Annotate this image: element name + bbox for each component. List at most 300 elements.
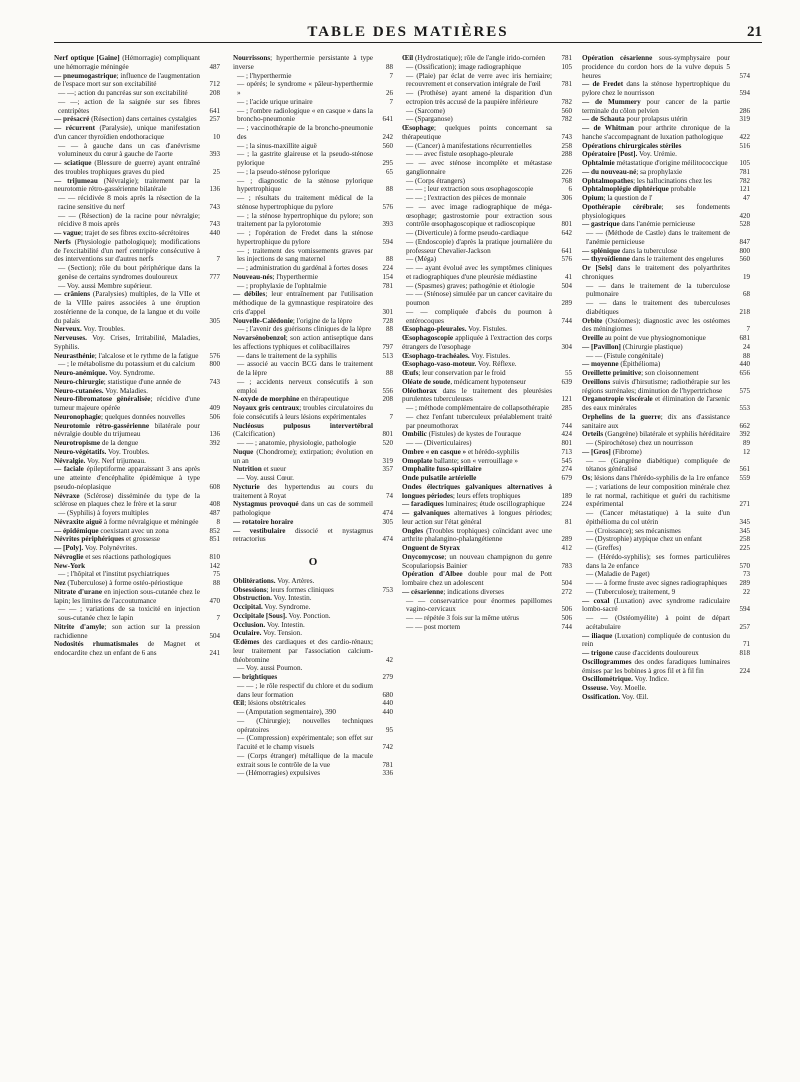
entry-text xyxy=(402,465,482,473)
page-reference: 474 xyxy=(382,509,393,517)
entry-text xyxy=(582,317,730,334)
entry-description: — ; la sténose hypertrophique du pylore; son traitement par la pylorotomie xyxy=(237,211,373,229)
page-reference: 641 xyxy=(561,246,572,255)
index-entry xyxy=(402,203,572,229)
entry-description: (Fistules) de kystes de l'ouraque xyxy=(426,430,521,439)
index-entry xyxy=(233,352,393,361)
entry-description: ; influence de l'augmentation de l'espace mort sur son excitabilité xyxy=(54,71,200,89)
entry-description: — (Sarcome) xyxy=(406,106,445,115)
entry-text xyxy=(54,229,189,237)
index-entry xyxy=(582,159,750,168)
index-entry xyxy=(582,448,750,457)
index-entry xyxy=(582,247,750,256)
entry-headword: Opératoire [Post]. xyxy=(582,150,638,159)
index-entry xyxy=(233,282,393,291)
entry-text xyxy=(58,360,195,368)
entry-text xyxy=(406,159,552,176)
entry-description: — ; vaccinothérapie de la broncho-pneumonie des xyxy=(237,124,373,141)
page-reference: 528 xyxy=(739,220,750,229)
index-entry xyxy=(233,474,393,483)
index-entry xyxy=(233,378,393,396)
entry-headword: Nez xyxy=(54,579,66,587)
entry-text xyxy=(54,527,169,535)
entry-text xyxy=(402,54,545,62)
entry-description: — ; la pseudo-sténose pylorique xyxy=(237,167,331,176)
entry-text xyxy=(406,89,552,106)
entry-description: (Paralysies) multiples, de la VIIe et de la VIIIe paires associées à une éruption zostérienne de la conque, de la langue et du voile du palais xyxy=(54,290,200,325)
entry-text xyxy=(237,325,371,333)
entry-description: — (Maladie de Paget) xyxy=(586,570,650,579)
index-entry xyxy=(233,194,393,212)
page-reference: 506 xyxy=(561,614,572,622)
index-entry xyxy=(582,588,750,597)
index-entry xyxy=(233,500,393,518)
entry-headword: Onde pulsatile artérielle xyxy=(402,474,477,482)
entry-headword: Occlusion. xyxy=(233,620,266,629)
entry-text xyxy=(237,142,317,150)
entry-headword: — présacré xyxy=(54,115,90,124)
entry-text xyxy=(586,579,727,587)
entry-text xyxy=(406,413,552,430)
entry-headword: — rotatoire horaire xyxy=(233,517,294,526)
index-entry xyxy=(233,586,393,595)
entry-text xyxy=(233,527,373,544)
page-reference: 305 xyxy=(382,517,393,526)
index-entry xyxy=(54,623,220,641)
index-entry xyxy=(54,159,220,177)
entry-description: Voy. Nerf trijumeau. xyxy=(85,456,146,465)
page-reference: 408 xyxy=(209,500,220,509)
entry-description: coexistant avec un zona xyxy=(98,526,169,535)
entry-headword: — galvaniques xyxy=(402,509,450,517)
index-entry xyxy=(233,699,393,708)
entry-text xyxy=(586,570,650,578)
entry-description: ; l'alcalose et le rythme de la fatigue xyxy=(94,351,199,360)
page-reference: 289 xyxy=(561,535,572,544)
entry-headword: Ondes électriques galvaniques alternatives à longues périodes xyxy=(402,482,552,500)
entry-description: des ondes faradiques luminaires émises par les bobines à gros fil et à fil fin xyxy=(582,657,730,675)
index-entry xyxy=(582,142,750,151)
entry-text xyxy=(54,553,171,561)
entry-text xyxy=(233,334,373,351)
entry-description: Voy. Artères. xyxy=(275,576,315,585)
page-reference: 136 xyxy=(209,185,220,194)
index-entry xyxy=(233,422,393,440)
page-reference: 258 xyxy=(739,535,750,544)
page-reference: 74 xyxy=(386,491,393,500)
index-entry xyxy=(402,597,572,615)
entry-headword: Novarsénobenzol xyxy=(233,334,286,342)
entry-text xyxy=(582,334,706,342)
entry-headword: Onguent de Styrax xyxy=(402,544,460,552)
index-entry xyxy=(54,562,220,571)
page-reference: 7 xyxy=(216,614,220,622)
entry-description: en injection sous-cutanée chez le lapin; les limites de l'accoutumance xyxy=(54,587,200,605)
entry-text xyxy=(402,325,507,333)
page-reference: 800 xyxy=(739,246,750,255)
entry-description: luminaires; étude oscillographique xyxy=(443,500,545,509)
entry-text xyxy=(582,150,677,158)
entry-description: — ; l'opération de Fredet dans la sténose hypertrophique du pylore xyxy=(237,229,373,246)
entry-description: — (Croissance); ses mécanismes xyxy=(586,526,681,535)
entry-headword: Omphalite fuso-spirillaire xyxy=(402,465,482,474)
index-entry xyxy=(582,185,750,194)
entry-text xyxy=(582,395,730,412)
index-entry xyxy=(582,203,750,221)
entry-description: dans l'anémie pernicieuse xyxy=(619,220,696,229)
entry-description: Voy. Maladies. xyxy=(103,386,148,395)
entry-text xyxy=(237,229,373,246)
entry-text xyxy=(402,378,526,386)
entry-headword: Nutrition xyxy=(233,465,262,474)
index-entry xyxy=(54,360,220,369)
entry-text xyxy=(582,185,696,193)
page-reference: 504 xyxy=(209,631,220,640)
page-reference: 24 xyxy=(743,342,750,351)
entry-description: — — ; variations de sa toxicité en injection sous-cutanée chez le lapin xyxy=(58,605,200,622)
index-entry xyxy=(54,457,220,466)
page-reference: 560 xyxy=(561,106,572,115)
entry-text xyxy=(582,343,683,351)
entry-text xyxy=(54,159,200,176)
index-entry xyxy=(402,308,572,326)
index-entry xyxy=(582,360,750,369)
entry-description: — ; diagnostic de la sténose pylorique hypertrophique xyxy=(237,176,373,194)
entry-description: ; son action sur la pression rachidienne xyxy=(54,622,200,640)
entry-description: dans le traitement des polyarthrites chroniques xyxy=(582,264,730,281)
entry-description: en thérapeutique xyxy=(299,395,349,404)
index-entry xyxy=(54,640,220,658)
entry-description: — (Méga) xyxy=(406,255,437,264)
entry-headword: — récurrent xyxy=(54,124,96,132)
entry-headword: Nycturie xyxy=(233,482,260,491)
entry-description: — Voy. aussi Membre supérieur. xyxy=(58,281,152,290)
entry-description: — — (Ostéomyélite) à point de départ acétabulaire xyxy=(586,614,730,631)
page-reference: 319 xyxy=(382,456,393,465)
index-entry xyxy=(402,334,572,352)
index-entry xyxy=(54,527,220,536)
entry-description: (Fibrome) xyxy=(610,447,642,456)
entry-text xyxy=(54,640,200,657)
page-reference: 642 xyxy=(561,229,572,237)
page-reference: 289 xyxy=(561,299,572,307)
entry-text xyxy=(582,378,730,395)
entry-text xyxy=(406,194,526,202)
entry-text xyxy=(54,378,181,386)
entry-description: — (Amputation segmentaire), 390 xyxy=(237,708,337,716)
entry-description: — (Syphilis) à foyers multiples xyxy=(58,509,149,517)
index-entry xyxy=(402,150,572,159)
entry-description: — — (Diverticulaires) xyxy=(406,439,472,447)
index-entry xyxy=(54,352,220,361)
entry-description: ; indications diverses xyxy=(443,587,505,596)
entry-headword: Névrites périphériques xyxy=(54,535,125,544)
page-reference: 561 xyxy=(739,465,750,474)
page-reference: 679 xyxy=(561,474,572,482)
index-entry xyxy=(402,107,572,116)
entry-headword: — coxal xyxy=(582,596,610,605)
entry-text xyxy=(54,124,200,141)
index-entry xyxy=(54,492,220,510)
index-entry xyxy=(582,693,750,702)
page-reference: 656 xyxy=(739,369,750,377)
page-reference: 743 xyxy=(561,132,572,141)
entry-text xyxy=(233,586,334,594)
index-entry xyxy=(54,544,220,553)
page-reference: 782 xyxy=(561,115,572,124)
index-entry xyxy=(582,509,750,527)
entry-description: (Résection) dans certaines cystalgies xyxy=(89,115,197,124)
index-entry xyxy=(233,673,393,682)
index-entry xyxy=(233,594,393,603)
entry-headword: Oreillons xyxy=(582,377,611,386)
entry-headword: Neuro-fibromatose généralisée xyxy=(54,395,151,404)
index-entry xyxy=(402,378,572,387)
page-reference: 743 xyxy=(209,377,220,386)
entry-description: Voy. Moelle. xyxy=(608,684,647,692)
entry-headword: Neuronophagie xyxy=(54,412,101,421)
entry-text xyxy=(586,439,693,447)
index-entry xyxy=(54,535,220,544)
entry-text xyxy=(406,290,552,307)
entry-description: (Ostéomes); diagnostic avec les ostéomes des méningiomes xyxy=(582,316,730,334)
entry-headword: — brightiques xyxy=(233,673,278,681)
entry-headword: Œil xyxy=(233,699,245,708)
entry-text xyxy=(237,769,320,777)
index-entry xyxy=(582,124,750,142)
entry-text xyxy=(233,404,373,421)
entry-description: — — à forme fruste avec signes radiographiques xyxy=(586,579,728,587)
index-entry xyxy=(233,395,393,404)
page-reference: 224 xyxy=(739,666,750,675)
entry-description: et ses réactions pathologiques xyxy=(83,552,171,561)
entry-text xyxy=(237,752,373,769)
entry-description: — ; le métabolisme du potassium et du calcium xyxy=(58,360,195,369)
entry-description: des hypertendus au cours du traitement à Royat xyxy=(233,482,373,500)
entry-description: — ; l'acide urique urinaire xyxy=(237,97,313,106)
index-entry xyxy=(582,343,750,352)
entry-description: — (Plaie) par éclat de verre avec iris herniaire; recouvrement et conservation intégrale de l'œil xyxy=(406,71,552,89)
page-reference: 65 xyxy=(386,167,393,176)
entry-description: et grossesse xyxy=(124,535,161,544)
entry-text xyxy=(237,734,373,751)
page-reference: 744 xyxy=(561,622,572,631)
index-entry xyxy=(402,483,572,501)
entry-description: (Chirurgie plastique) xyxy=(620,342,683,351)
entry-text xyxy=(402,553,552,570)
page-reference: 305 xyxy=(209,316,220,325)
page-reference: 744 xyxy=(561,316,572,325)
entry-headword: Neurotropisme xyxy=(54,439,101,447)
page-reference: 742 xyxy=(382,743,393,751)
page-reference: 575 xyxy=(739,386,750,395)
page-reference: 641 xyxy=(209,106,220,115)
entry-description: Voy. Syndrome. xyxy=(262,603,311,611)
entry-description: (Gangrène) bilatérale et syphilis héréditaire xyxy=(603,430,730,439)
entry-description: pour cancer de la partie terminale du côlon pelvien xyxy=(582,97,730,115)
index-entry xyxy=(54,325,220,334)
index-entry xyxy=(233,448,393,466)
entry-text xyxy=(237,124,373,141)
index-entry xyxy=(233,273,393,282)
index-entry xyxy=(233,612,393,621)
entry-text xyxy=(233,448,373,465)
page-reference: 553 xyxy=(739,404,750,412)
index-entry xyxy=(54,518,220,527)
entry-headword: Obstruction. xyxy=(233,594,272,603)
page-reference: 289 xyxy=(739,579,750,587)
page-reference: 713 xyxy=(561,447,572,456)
entry-text xyxy=(402,570,552,587)
index-entry xyxy=(402,238,572,256)
entry-text xyxy=(406,404,549,412)
index-entry xyxy=(402,500,572,509)
entry-description: double pour mal de Pott lombaire chez un adolescent xyxy=(402,570,552,587)
entry-description: — — compliquée d'abcès du poumon à entérocoques xyxy=(406,307,552,325)
entry-text xyxy=(237,168,330,176)
entry-text xyxy=(233,594,312,602)
entry-text xyxy=(54,72,200,89)
entry-headword: Œufs xyxy=(402,369,419,377)
index-entry xyxy=(582,474,750,483)
entry-text xyxy=(582,430,730,438)
page-reference: 781 xyxy=(561,80,572,89)
page-reference: 440 xyxy=(382,708,393,716)
entry-description: ; leur conservation par le froid xyxy=(418,369,506,377)
index-entry xyxy=(402,527,572,545)
entry-description: — ; prophylaxie de l'ophtalmie xyxy=(237,281,327,290)
entry-text xyxy=(582,54,730,80)
index-entry xyxy=(582,317,750,335)
entry-headword: — faciale xyxy=(54,465,84,474)
page-reference: 226 xyxy=(561,167,572,176)
entry-text xyxy=(582,194,652,202)
entry-headword: Oscillométrique. xyxy=(582,675,633,684)
page-reference: 258 xyxy=(561,141,572,150)
entry-text xyxy=(233,612,331,620)
page-reference: 520 xyxy=(382,439,393,447)
page-reference: 7 xyxy=(389,97,393,106)
entry-headword: Onycomycose xyxy=(402,552,445,561)
entry-text xyxy=(582,168,682,176)
page-reference: 559 xyxy=(739,474,750,482)
entry-description: — (Hémorragies) expulsives xyxy=(237,769,321,778)
entry-description: — (Ossification); image radiographique xyxy=(406,62,522,71)
index-entry xyxy=(233,629,393,638)
entry-description: ; lésions obstétricales xyxy=(244,699,306,708)
index-entry xyxy=(402,588,572,597)
entry-text xyxy=(233,395,349,403)
entry-headword: Neuro-cutanées. xyxy=(54,386,104,395)
entry-description: — (Cancer métastatique) à la suite d'un épithélioma du col utérin xyxy=(586,509,730,526)
page-reference: 641 xyxy=(382,115,393,124)
page-reference: 560 xyxy=(739,255,750,264)
index-entry xyxy=(233,734,393,752)
index-entry xyxy=(54,124,220,142)
page-reference: 257 xyxy=(209,115,220,124)
entry-description: — — dans le traitement des tuberculoses diabétiques xyxy=(586,299,730,316)
index-entry xyxy=(582,632,750,650)
entry-headword: — trigone xyxy=(582,649,613,657)
page-reference: 576 xyxy=(561,255,572,264)
entry-description: — ; l'hôpital et l'institut psychiatriques xyxy=(58,570,170,579)
index-entry xyxy=(402,72,572,90)
page-reference: 286 xyxy=(739,106,750,115)
entry-text xyxy=(582,247,677,255)
entry-text xyxy=(582,360,660,368)
entry-description: — Voy. aussi Cœur. xyxy=(237,474,294,482)
index-entry xyxy=(54,212,220,230)
entry-headword: — pneumogastrique xyxy=(54,71,117,80)
entry-description: (Hydrostatique); rôle de l'angle irido-cornéen xyxy=(413,54,546,62)
entry-headword: Oblitérations. xyxy=(233,576,276,585)
page-reference: 474 xyxy=(382,535,393,544)
entry-description: dans le traitement des engelures xyxy=(630,255,724,264)
entry-text xyxy=(582,142,681,150)
page-reference: 189 xyxy=(561,491,572,500)
entry-description: — (Greffes) xyxy=(586,544,622,552)
entry-text xyxy=(54,334,200,351)
entry-description: ; son cloisonnement xyxy=(641,369,699,377)
index-entry xyxy=(582,597,750,615)
index-entry xyxy=(402,413,572,431)
entry-text xyxy=(58,282,152,290)
entry-description: — (Spasmes) graves; pathogénie et étiologie xyxy=(406,281,535,290)
entry-headword: Œsophagoscopie xyxy=(402,334,454,342)
index-entry xyxy=(402,369,572,378)
index-entry xyxy=(402,430,572,439)
index-entry xyxy=(233,150,393,168)
page-reference: 142 xyxy=(209,561,220,570)
index-entry xyxy=(582,80,750,98)
entry-headword: Nystagmus provoqué xyxy=(233,500,299,509)
index-entry xyxy=(54,387,220,396)
index-entry xyxy=(402,177,572,186)
index-column-1 xyxy=(54,54,220,1066)
page-reference: 743 xyxy=(209,202,220,211)
index-entry xyxy=(402,623,572,632)
entry-text xyxy=(586,535,702,543)
entry-text xyxy=(233,518,293,526)
entry-text xyxy=(582,80,730,97)
index-entry xyxy=(54,378,220,387)
index-entry xyxy=(402,282,572,291)
entry-headword: Opothérapie cérébrale xyxy=(582,202,662,211)
entry-headword: Ophtalmie xyxy=(582,159,615,167)
index-entry xyxy=(54,142,220,160)
entry-text xyxy=(237,682,373,699)
page-reference: 781 xyxy=(382,760,393,769)
entry-text xyxy=(233,54,373,71)
index-entry xyxy=(582,194,750,203)
index-entry xyxy=(582,535,750,544)
index-entry xyxy=(233,621,393,630)
index-entry xyxy=(233,168,393,177)
entry-headword: Neurasthénie xyxy=(54,351,95,360)
index-entry xyxy=(402,185,572,194)
entry-text xyxy=(582,448,642,456)
entry-description: dans la tuberculose xyxy=(620,246,678,255)
page-reference: 225 xyxy=(739,544,750,552)
page-reference: 743 xyxy=(209,220,220,229)
index-entry xyxy=(233,752,393,770)
entry-description: dissocié et nystagmus retractorius xyxy=(233,526,373,544)
page-reference: 271 xyxy=(739,500,750,509)
entry-description: — (Dystrophie) atypique chez un enfant xyxy=(586,535,702,544)
entry-headword: — de Fredet xyxy=(582,80,624,89)
entry-description: appliquée à l'extraction des corps étrangers de l'œsophage xyxy=(402,334,552,351)
entry-text xyxy=(237,98,313,106)
